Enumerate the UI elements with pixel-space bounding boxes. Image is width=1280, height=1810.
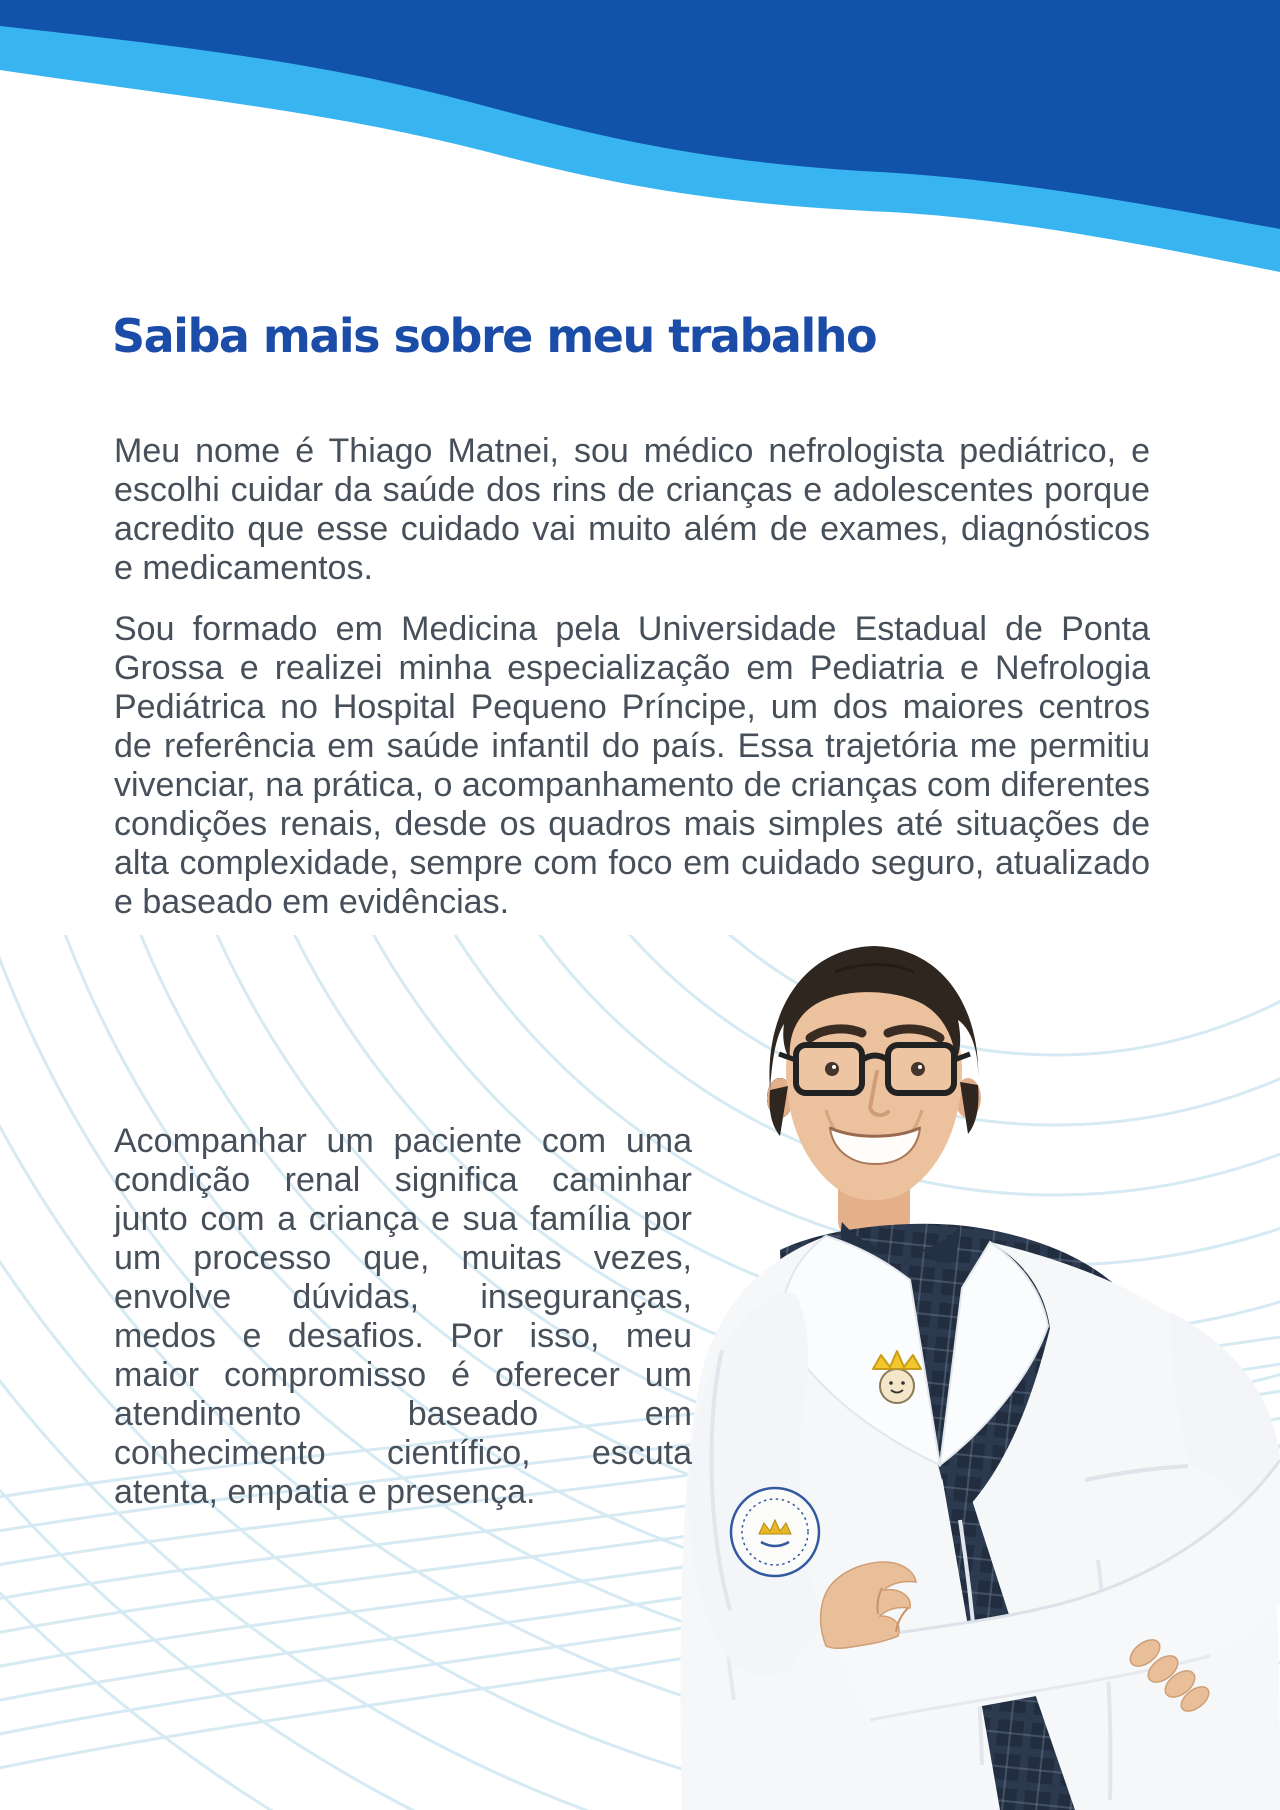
sleeve-badge-icon xyxy=(731,1488,819,1576)
doctor-portrait xyxy=(630,920,1280,1810)
dark-blue-wave xyxy=(0,0,1280,229)
intro-paragraph: Meu nome é Thiago Matnei, sou médico nefrologista pediátrico, e escolhi cuidar da saúde dos rins de crianças e adolescentes porque acredito que esse cuidado vai muito além de exames, diagnósticos e medicamentos. xyxy=(114,432,1150,587)
education-paragraph: Sou formado em Medicina pela Universidade Estadual de Ponta Grossa e realizei minha especialização em Pediatria e Nefrologia Pediátrica no Hospital Pequeno Príncipe, um dos maiores centros de referência em saúde infantil do país. Essa trajetória me permitiu vivenciar, na prática, o acompanhamento de crianças com diferentes condições renais, desde os quadros mais simples até situações de alta complexidade, sempre com foco em cuidado seguro, atualizado e baseado em evidências. xyxy=(114,610,1150,921)
header-wave xyxy=(0,0,1280,300)
commitment-paragraph: Acompanhar um paciente com uma condição renal significa caminhar junto com a criança e sua família por um processo que, muitas vezes, envolve dúvidas, inseguranças, medos e desafios. Por isso, meu maior compromisso é oferecer um atendimento baseado em conhecimento científico, escuta atenta, empatia e presença. xyxy=(114,1122,692,1511)
page-title: Saiba mais sobre meu trabalho xyxy=(112,308,877,363)
